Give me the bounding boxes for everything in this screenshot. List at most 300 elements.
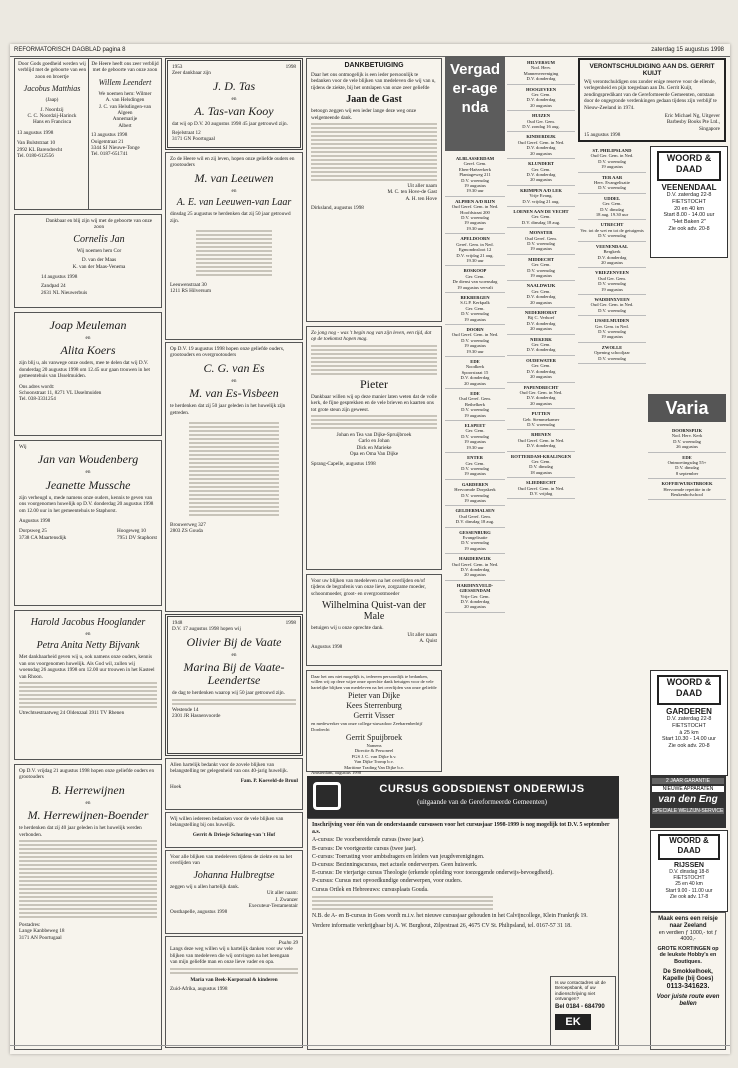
and-label: en	[231, 95, 237, 102]
wife-name: M. Herrewijnen-Boender	[27, 808, 149, 823]
address-right: Hoogeweg 10 7951 DV Staphorst	[117, 528, 157, 541]
church-place: BEKBERGEN	[460, 294, 490, 300]
church-place: ROTTERDAM-KRALINGEN	[510, 453, 572, 459]
birth-cornelis-sub: Wij noemen hem Cor	[76, 247, 122, 254]
birth-cornelis-text: Dankbaar en blij zijn wij met de geboorte van onze zoon	[45, 218, 153, 231]
birth-jacobus-address: Van Bulststraat 10 2992 KL Barendrecht Tel. 0180-612556	[17, 140, 63, 160]
thanks-signature: Maria van Beek-Korporaal & kinderen	[190, 976, 278, 983]
church-listing-item	[445, 293, 505, 325]
anniversary-text: dinsdag 25 augustus te herdenken dat zij 50 jaar getrouwd zijn.	[170, 211, 291, 224]
dankbetuiging-title: DANKBETUIGING	[344, 62, 404, 69]
deceased-name: Pieter van Dijke	[348, 691, 400, 701]
deceased-name: Pieter	[360, 376, 388, 391]
husband-name: B. Herrewijnen	[51, 782, 125, 797]
church-place: EDE	[682, 454, 692, 460]
thanks-place: Augustus 1998	[311, 644, 343, 651]
deceased-name: Jaan de Gast	[346, 94, 402, 106]
woord-en-daad-logo: WOORD & DAAD	[658, 834, 720, 860]
thanks-quist	[306, 574, 442, 666]
church-listing-item	[507, 356, 575, 383]
husband-name: M. van Leeuwen	[194, 170, 274, 185]
thanks-text: Dankbaar willen wij op deze manier laten weten dat de volle kerk, de fijne gesprekken en de vele brieven en kaarten ons tot grote steun zijn geweest.	[311, 393, 437, 413]
cursus-line: E-cursus: De vierjarige cursus Theologie (erkende opleiding voor toezeggende onderwijs-bevoegdheid).	[312, 870, 554, 877]
church-place: UTRECHT	[600, 222, 624, 228]
church-place: LOENEN AAN DE VECHT	[513, 208, 569, 214]
birth-cornelis-date: 14 augustus 1998	[41, 274, 78, 281]
church-place: EDE	[470, 359, 480, 364]
smokkel-name: De Smokkelhoek, Kapelle (bij Goes)	[662, 969, 714, 983]
church-place: ALBLASSERDAM	[455, 156, 495, 161]
dankbetuiging-text2: betoogn zeggen wij een ieder lange deze weg onze welgemeende dank.	[311, 108, 417, 121]
church-listing-item	[445, 325, 505, 357]
deceased-name: Wilhelmina Quist-van der Male	[321, 600, 426, 623]
groom-name: Jan van Woudenberg	[37, 452, 139, 467]
woord-en-daad-logo: WOORD & DAAD	[657, 151, 721, 181]
deceased-name: Gerrit Spuijbroek	[345, 733, 403, 743]
church-listing-item	[507, 281, 575, 308]
church-place: HUIZEN	[531, 113, 551, 119]
church-details: Oud Geref. Gem. in Ned. D.V. woensdag 19 augustus 19.30 uur	[451, 332, 499, 354]
newspaper-page	[10, 44, 730, 1054]
thanks-place: Sprang-Capelle, augustus 1998	[311, 460, 376, 467]
thanks-signature: Johan en Tea van Dijke-Spruijbroek Carlo en Johan Dick en Marieke Opa en Oma Van Dijke	[336, 432, 412, 458]
thanks-place: Oosthapelle, augustus 1998	[170, 909, 228, 916]
verontschuldiging-ad	[578, 58, 726, 142]
church-listing-item	[445, 234, 505, 266]
bride-name: Alita Koers	[60, 343, 116, 358]
church-listing-col-c	[578, 146, 646, 656]
church-details: Geref. Gem. Eben-Haëzerkerk Plantageweg 211 D.V. woensdag 19 augustus 19.30 uur	[458, 161, 492, 194]
church-place: DOORN	[466, 326, 484, 332]
church-place: KOFFIEWURSTBROEK	[661, 481, 713, 487]
wedding-intro: Wij	[19, 444, 27, 450]
and-label: en	[231, 651, 237, 658]
birth-willem-address: Ooigemtraat 21 3344 SJ Nieuwe-Tonge Tel. 0187-651741	[91, 138, 140, 158]
church-details: Evangelisatie D.V. woensdag 19 augustus	[461, 534, 489, 551]
beroepsbank-ad	[550, 976, 616, 1046]
church-place: KINDERDIJK	[526, 134, 556, 140]
body-text-lines	[311, 415, 437, 429]
birth-jacobus-name: Jacobus Matthias	[23, 84, 81, 94]
vergader-agenda-title: Vergader-agenda	[449, 61, 501, 116]
birth-willem-parents: We noemen hem: Wilmer A. van Helsdingen J. C. van Helsdingen-van Algeen Annemarije Albert	[98, 90, 152, 129]
wedding-addresses	[19, 528, 157, 541]
masthead	[10, 44, 730, 57]
church-listing-item	[507, 132, 575, 159]
wd-place: GARDEREN	[666, 707, 712, 716]
year-start: 1953	[172, 64, 183, 70]
varia-header: Varia	[648, 394, 726, 422]
body-text-lines	[170, 968, 298, 974]
cursus-contact: Verdere informatie verkrijgbaar bij A. W. Burghout, Zilpestraat 26, 4675 CV St. Philipsland, tel. 0167-57 31 18.	[312, 923, 572, 930]
wedding-meuleman-koers	[14, 312, 162, 436]
husband-name: Olivier Bij de Vaate	[186, 634, 282, 649]
anniversary-text: te herdenken dat zij 50 jaar geleden in het huwelijk zijn getreden.	[170, 403, 286, 416]
groom-name: Joap Meuleman	[49, 318, 127, 332]
thanks-text: Voor alle blijken van medeleven tijdens de ziekte en na het overlijden van	[170, 854, 293, 867]
wd-text: D.V. dinsdag 18-8 FIETSTOCHT 25 en 40 km Start 9.00 - 11.00 uur Zie ook adv. 17-8	[665, 869, 713, 900]
church-details: Ger. Gem. D.V. donderdag 20 augustus	[526, 92, 556, 108]
church-details: Ger. Gem. D.V. donderdag 20 augustus	[526, 363, 556, 380]
church-details: Ontmoetingsdag 55+ D.V. dinsdag 8 september	[667, 460, 707, 476]
wedding-date: Augustus 1998	[19, 518, 51, 525]
cursus-line: A-cursus: De voorbereidende cursus (twee jaar).	[312, 837, 425, 844]
psalm-ref: Psalm 39	[278, 940, 298, 946]
church-listing-item	[507, 111, 575, 132]
church-details: Herv. Evangelisatie D.V. woensdag	[594, 180, 630, 191]
birth-announcement-pair	[14, 58, 162, 210]
and-label: en	[85, 631, 91, 637]
church-listing-item	[507, 452, 575, 479]
church-listing-col-a	[445, 154, 505, 772]
wedding-address: Utrechtsestraatweg 24 Oldenzaal 3911 TV Rhenen	[19, 710, 125, 717]
church-details: Oud Geref. Gem. in Ned. D.V. donderdag 20 augustus	[451, 561, 499, 578]
church-listing-item	[578, 146, 646, 173]
church-place: GESSENBURG	[459, 529, 491, 535]
year-end: 1998	[285, 64, 296, 70]
dankbetuiging-place: Dirksland, augustus 1998	[311, 205, 364, 212]
church-details: Ger. Gem. D.V. donderdag	[526, 342, 556, 353]
church-details: Opening schooljaar D.V. woensdag	[594, 350, 630, 361]
cursus-title: CURSUS GODSDIENST ONDERWIJS	[379, 783, 585, 795]
church-place: OUDEWATER	[526, 357, 556, 363]
church-place: HOOGEVEEN	[525, 86, 557, 92]
wife-name: Marina Bij de Vaate-Leendertse	[183, 660, 285, 688]
church-listing-item	[445, 554, 505, 581]
smokkelhoek-ad	[650, 912, 726, 1050]
church-details: Ger. Gem. in Ned. D.V. woensdag 19 augustus	[595, 323, 629, 340]
anniversary-van-leeuwen	[165, 152, 303, 340]
anniversary-text: de dag te herdenken waarop wij 50 jaar getrouwd zijn.	[172, 690, 285, 697]
church-place: IJSSELMUIDEN	[594, 318, 630, 324]
church-details: Bij C. Verhoef D.V. donderdag 20 augustus	[526, 315, 556, 332]
cursus-lines	[312, 837, 614, 893]
church-place: RHENEN	[531, 432, 551, 438]
church-place: VEENENDAAL	[595, 243, 629, 249]
cursus-intro: Inschrijving voor één van de onderstaande cursussen voor het cursusjaar 1998-1999 is nog mogelijk tot D.V. 5 september a.s.	[312, 822, 610, 836]
church-details: Vrije Evang. D.V. vrijdag 21 aug.	[522, 193, 560, 204]
verontschuldiging-signature: Eric Michael Ng, Uitgever Barbesby Books Pte Ltd., Singapore	[664, 113, 720, 132]
church-listing-item	[648, 453, 726, 480]
church-listing-item	[507, 186, 575, 207]
dankbetuiging-de-gast	[306, 58, 442, 322]
church-listing-item	[445, 154, 505, 197]
church-listing-item	[578, 268, 646, 295]
wd-place: VEENENDAAL	[661, 183, 717, 192]
woord-en-daad-logo: WOORD & DAAD	[657, 675, 721, 705]
thanks-mid: en medewerker van onze collega-stuwadoor Zeebarenbedrijf Dordrecht	[311, 721, 423, 732]
dankbetuiging-text: Daar het ons ontmogelijk is een ieder persoonlijk te bedanken voor de vele blijken van medeleven die wij van u, tijdens de ziekte, bij het ontslapen van onze zeer geliefde	[311, 72, 436, 91]
church-listing-item	[578, 220, 646, 241]
wd-text: D.V. zaterdag 22-8 FIETSTOCHT à 25 km Start 10.30 - 14.00 uur Zie ook adv. 20-8	[662, 716, 716, 750]
church-place: ENTER	[467, 455, 483, 461]
bride-name: Petra Anita Netty Bijvank	[36, 640, 140, 652]
anniversary-text: te herdenken dat zij 40 jaar geleden in het huwelijk werden verbonden.	[19, 825, 142, 838]
church-details: Ger. Gem. D.V. woensdag 19 augustus	[527, 262, 555, 278]
body-text-lines	[189, 422, 279, 516]
woord-en-daad-ad-garderen	[650, 670, 728, 776]
thanks-line: zeggen wij u allen hartelijk dank.	[170, 883, 240, 890]
thanks-text: Allen hartelijk bedankt voor de zovele blijken van belangstelling ter gelegenheid van ons 40-jarig huwelijk.	[170, 762, 288, 775]
thanks-text: Daar het ons niet mogelijk is, iedereen persoonlijk te bedanken, willen wij op deze wijze onze oprechte dank betuigen voor de vele hartelijke blijken van medeleven na het overlijden van onze geliefde	[311, 674, 437, 690]
page-bottom-rule	[10, 1045, 730, 1054]
church-details: Ger. Gem. D.V. donderdag 20 augustus	[526, 288, 556, 305]
church-details: Oud Ger. Gem. in Ned. D.V. woensdag	[590, 302, 634, 313]
church-details: Ger. Gem. De dienst van woensdag 19 augustus vervalt	[452, 273, 498, 290]
birth-cornelis-address: Zandpad 24 2631 NL Nieuwerbuis	[41, 283, 88, 296]
and-label: en	[231, 187, 237, 194]
church-place: NIEKERK	[530, 336, 552, 342]
church-listing-item	[445, 357, 505, 389]
thanks-place: Amsterdam, augustus 1998	[311, 770, 362, 776]
church-details: Oud Ger. Gem. in Ned. D.V. donderdag 20 augustus	[519, 389, 563, 406]
church-place: UDDEL	[603, 195, 621, 201]
anniversary-tas	[165, 58, 303, 150]
body-text-lines	[19, 840, 157, 918]
anniversary-van-es	[165, 342, 303, 612]
church-place: ST. PHILIPSLAND	[592, 148, 632, 153]
wedding-hooglander-bijvank	[14, 610, 162, 760]
church-details: Ger. Gem. D.V. woensdag 19 augustus 19.30 uur	[461, 428, 489, 450]
church-details: Oud Geref. Gem. in Ned. D.V. donderdag 20 augustus	[517, 139, 565, 156]
church-place: NAALDWIJK	[526, 283, 556, 289]
deceased-list	[311, 691, 437, 720]
eng-service: SPECIALE WELZIJN-SERVICE	[652, 808, 724, 814]
eng-logo: van den Eng	[658, 794, 718, 805]
church-details: Ver. tot de wet en tot de getuigenis D.V. woensdag	[580, 227, 644, 239]
husband-name: C. G. van Es	[203, 360, 265, 375]
church-details: Ger. Gem. D.V. woensdag 19 augustus	[461, 460, 489, 477]
church-details: Ger. Gem. D.V. donderdag 20 augustus	[526, 166, 556, 183]
church-details: Oud Geref. Gem. D.V. dinsdag 18 aug.	[455, 513, 495, 525]
church-details: Geref. Gem. in Ned. Egmondnsloot 12 D.V. vrijdag 21 aug. 19.30 uur	[456, 241, 494, 263]
smokkel-earn: en verdien ƒ 1000,- tot ƒ 4000,-	[658, 930, 718, 943]
body-text-lines	[312, 896, 493, 910]
cursus-subtitle: (uitgaande van de Gereformeerde Gemeenten)	[417, 798, 547, 806]
church-place: HARDERWIJK	[459, 556, 491, 562]
church-listing-item	[578, 173, 646, 194]
church-details: S.G.P. Kerkpalk Ger. Gem. D.V. woensdag 19 augustus	[460, 300, 490, 322]
church-details: Oud Geref. Gem. Bethelkerk D.V. woensdag 19 augustus	[459, 396, 491, 418]
church-details: Nod. Herv. Kerk D.V. woensdag 26 augustus	[671, 433, 703, 450]
vergader-agenda-logo	[445, 56, 505, 151]
wife-name: A. E. van Leeuwen-van Laar	[176, 197, 292, 209]
thanks-place: Hoek	[170, 784, 182, 791]
wd-text: D.V. zaterdag 22-8 FIETSTOCHT 20 en 40 km Start 8.00 - 14.00 uur "Het Baken 2" Zie ook adv. 20-8	[663, 192, 715, 232]
verontschuldiging-title: VERONTSCHULDIGING AAN DS. GERRIT KUIJT	[589, 63, 715, 77]
cursus-line: B-cursus: De voortgezette cursus (twee jaar).	[312, 845, 417, 852]
church-place: MONSTER	[529, 230, 553, 236]
poem-text: Zo jong nog - was 't begin nog van zijn leven, een tijd, dat op de toekomst hopen mag.	[311, 330, 432, 343]
birth-jacobus-sub: (Jaap)	[45, 97, 59, 104]
church-place: ELSPEET	[464, 423, 486, 429]
church-listing-item	[578, 316, 646, 343]
church-listing-item	[445, 421, 505, 453]
cursus-header	[307, 776, 619, 818]
anniversary-address: Rejelstraat 12 3171 GN Poortugaal	[172, 129, 215, 143]
church-details: Ger. Gem. D.V. dinsdag 18 aug. 19.30 uur	[595, 201, 629, 218]
birth-jacobus-text: Door Gods goedheid werden wij verblijd met de geboorte van een zoon en broertje	[17, 61, 87, 80]
woord-en-daad-ad-rijssen	[650, 830, 728, 912]
husband-name: J. D. Tas	[212, 78, 256, 93]
church-place: PAPENDRECHT	[523, 384, 559, 390]
masthead-date: zaterdag 15 augustus 1998	[651, 47, 724, 53]
church-place: EDE	[470, 391, 480, 397]
church-listing-item	[445, 389, 505, 421]
church-listing-item	[507, 58, 575, 85]
church-place: APELDOORN	[460, 236, 490, 242]
church-listing-item	[445, 266, 505, 293]
anniversary-intro: Op D.V. 19 augustus 1998 hopen onze geliefde ouders, grootouders en overgrootouders	[170, 346, 285, 359]
thanks-line: betuigen wij u onze oprechte dank.	[311, 625, 384, 632]
birth-willem-date: 13 augustus 1998	[91, 132, 128, 139]
church-listing-item	[648, 426, 726, 453]
church-details: Oud Geref. Gem. in Ned. D.V. donderdag	[517, 437, 565, 449]
church-place: VRIEZENVEEN	[595, 270, 629, 276]
wedding-woudenberg-mussche	[14, 440, 162, 606]
church-details: Oud Ger. Gem. D.V. woensdag 19 augustus	[597, 275, 627, 292]
wedding-text: zijn verheugd u, mede namens onze ouders, kennis te geven van ons voorgenomen huwelijk op D.V. donderdag 20 augustus 1998 om 12.00 uur in het gemeentehuis te Staphorst.	[19, 494, 154, 514]
church-place: KRIMPEN A/D LEK	[520, 187, 562, 193]
birth-willem-name: Willem Leendert	[98, 77, 152, 87]
and-label: en	[85, 799, 91, 806]
deceased-name: Kees Sterrenburg	[346, 701, 402, 711]
birth-cornelis-parents: D. van der Maas K. van der Maas-Venema	[72, 257, 126, 270]
church-listing-item	[507, 159, 575, 186]
wife-name: M. van Es-Visbeen	[189, 386, 279, 401]
cursus-logo-icon	[313, 782, 341, 810]
year-start: 1948	[172, 620, 183, 626]
church-listing-item	[507, 255, 575, 282]
thanks-hulbregtse	[165, 850, 303, 934]
body-text-lines	[311, 123, 437, 181]
anniversary-address: Leeuwenstraat 30 1211 RS Hilversum	[170, 282, 212, 295]
thanks-van-dijke	[306, 670, 442, 776]
and-label: en	[85, 335, 91, 341]
church-place: HILVERSUM	[527, 60, 555, 65]
church-details: Ger. Gem. D.V. dinsdag 18 aug.	[521, 214, 561, 225]
church-details: Geb. Stemmekamer D.V. woensdag	[522, 416, 560, 427]
thanks-text: Voor uw blijken van medeleven na het overlijden en/of tijdens de begrafenis van onze lieve, zorgzame moeder, schoonmoeder, groot- en overgrootmoeder	[311, 578, 426, 597]
church-place: SLIEDRECHT	[525, 480, 557, 486]
church-place: ZWOLLE	[601, 344, 623, 350]
birth-jacobus	[17, 61, 87, 159]
church-listing-item	[648, 479, 726, 500]
church-listing-item	[507, 228, 575, 255]
church-details: Oud Ger. Gem. in Ned. D.V. woensdag 19 augustus	[590, 153, 634, 170]
church-details: Noodkerk Spoorstraat 15 D.V. donderdag 20 augustus	[460, 364, 490, 386]
church-details: Oud Ger. Gem. D.V. zondag 16 aug.	[522, 118, 560, 130]
church-place: TER AAR	[601, 174, 623, 180]
cursus-line: P-cursus: Cursus met opvoedkundige onderwerpen, voor ouders.	[312, 878, 463, 885]
church-listing-col-b	[507, 58, 575, 772]
wedding-text: Met dankbaarheid geven wij u, ook namens onze ouders, kennis van ons voorgenomen huwelijk. Als God wil, zullen wij woensdag 26 augustus 1998 om 12.00 uur trouwen in het Kasteel van Rhoon.	[19, 654, 155, 680]
thanks-schuring	[165, 812, 303, 848]
anniversary-address: Postadres: Lange Kanbbeweg 18 3171 AN Poortugaal	[19, 922, 65, 941]
church-details: Hervormde Dorpskerk D.V. woensdag 19 augustus	[454, 487, 496, 503]
verontschuldiging-date: 15 augustus 1998	[584, 132, 621, 139]
birth-cornelis-name: Cornelis Jan	[73, 233, 125, 245]
bride-name: Jeanette Mussche	[45, 477, 131, 492]
anniversary-intro: Zo de Heere wil en zij leven, hopen onze geliefde ouders en grootouders	[170, 156, 295, 169]
body-text-lines	[19, 682, 157, 708]
wedding-text: zijn blij u, als vanwege onze ouders, mee te delen dat wij D.V. donderdag 20 augustus 1998 om 12.45 uur gaan trouwen in het gemeentehuis van IJsselmuiden.	[19, 360, 150, 380]
birth-cornelis	[14, 214, 162, 308]
thanks-signature: Uit aller naam A. Quist	[407, 631, 437, 645]
thanks-signature: Namens Directie & Personeel FGS J. C. van Dijke b.v. Van Dijke Tromp b.v. Maritime Trading Van Dijke b.v.	[344, 743, 404, 770]
address-left: Dorpsweg 25 3738 CA Maartensdijk	[19, 528, 67, 541]
wd-place: RIJSSEN	[674, 862, 704, 869]
masthead-left: REFORMATORISCH DAGBLAD pagina 8	[14, 47, 126, 53]
thanks-signature: Uit aller naam: J. Zwanzer Executeur-Testamentair	[248, 890, 298, 910]
church-listing-item	[578, 343, 646, 364]
thanks-place: Zuid-Afrika, augustus 1998	[170, 986, 228, 993]
year-end: 1998	[285, 620, 296, 626]
anniversary-address: Westende 14 2301 JR Hasnenvoorde	[172, 706, 221, 720]
church-place: PUTTEN	[531, 411, 551, 417]
thanks-text: Langs deze weg willen wij u hartelijk danken voor uw vele blijken van medeleven die wij ontvingen na het heengaan van mijn geliefde man en onze lieve vader en opa.	[170, 946, 293, 966]
church-place: DOORNSPIJK	[671, 428, 703, 433]
anniversary-address: Brouwerweg 327 2803 ZS Gouda	[170, 522, 206, 535]
anniversary-text: dat wij op D.V. 20 augustus 1998 45 jaar getrouwd zijn.	[172, 121, 288, 128]
church-place: HARDINXVELD-GIESSENDAM	[456, 582, 494, 594]
thanks-pieter	[306, 326, 442, 570]
church-place: NEDERHORST	[524, 310, 558, 316]
church-listing-item	[578, 295, 646, 316]
anniversary-herrewijnen	[14, 764, 162, 1050]
eng-guarantee: 2 JAAR GARANTIE	[652, 778, 724, 784]
woord-en-daad-ad-veenendaal	[650, 146, 728, 258]
cursus-line: D-cursus: Bezinningscursus, met actuele onderwerpen. Geen huiswerk.	[312, 862, 478, 869]
verontschuldiging-text: Wij verontschuldigen ons zonder enige reserve voor de ellende, verlegenheid en pijn toegedaan aan Ds. Gerrit Kuijt, zendingspredikant van de Gereformeerde Gemeenten, ontstaan door de ongegronde verdenkingen gedaan tijdens zijn verblijf te Nieuw-Zeeland in 1974.	[584, 79, 717, 111]
anniversary-intro: Zeer dankbaar zijn	[172, 70, 211, 77]
body-text-lines	[311, 345, 437, 375]
church-details: Oud Geref. Gem. in Ned. Hoofdstraat 200 D.V. woensdag 19 augustus 19.30 uur	[451, 204, 499, 231]
church-details: Ger. Gem. D.V. dinsdag 18 augustus	[529, 458, 553, 475]
thanks-koeveld	[165, 758, 303, 810]
church-listing-item	[445, 581, 505, 613]
church-details: Oud Geref. Gem. D.V. woensdag 19 augustus	[525, 235, 557, 252]
church-listing-item	[507, 335, 575, 356]
beroepsbank-phone: Bel 0184 - 684790	[555, 1003, 605, 1010]
church-place: GARDEREN	[461, 481, 489, 487]
birth-willem-text: De Heere heeft ons zeer verblijd met de geboorte van onze zoon	[91, 61, 159, 74]
van-den-eng-ad	[650, 776, 726, 828]
church-details: Vrije Ger. Gem. D.V. donderdag 20 augustus	[460, 593, 490, 610]
church-listing-item	[445, 453, 505, 480]
groom-name: Harold Jacobus Hooglander	[30, 617, 146, 628]
body-text-lines	[196, 230, 273, 276]
wife-name: A. Tas-van Kooy	[194, 104, 274, 119]
cursus-line: Cursus Ortlek en Hebreeuws: cursusplaats Gouda.	[312, 886, 429, 893]
cursus-footer: N.B. de A- en B-cursus in Goes wordt m.i.v. het nieuwe cursusjaar gehouden in het Calvijncollege, Klein Frankrijk 19.	[312, 912, 588, 919]
church-listing-item	[445, 528, 505, 555]
deceased-name: Johanna Hulbregtse	[193, 869, 275, 881]
birth-willem	[91, 61, 159, 158]
eng-new: NIEUWE APPARATEN	[652, 786, 724, 792]
and-label: en	[85, 469, 91, 476]
church-details: Bergkerk D.V. donderdag 20 augustus	[597, 249, 627, 265]
wedding-address: Ons adres wordt: Schoonstraat 11, 8271 VL IJsselmuiden Tel. 038-3331254	[19, 383, 102, 403]
church-place: MIDDECHT	[528, 256, 554, 262]
body-text-lines	[172, 699, 296, 705]
church-listing-item	[507, 207, 575, 228]
church-listing-item	[507, 409, 575, 430]
varia-listing	[648, 426, 726, 666]
anniversary-bij-de-vaate	[165, 614, 303, 756]
church-listing-item	[445, 197, 505, 234]
ek-logo: EK	[555, 1014, 591, 1030]
